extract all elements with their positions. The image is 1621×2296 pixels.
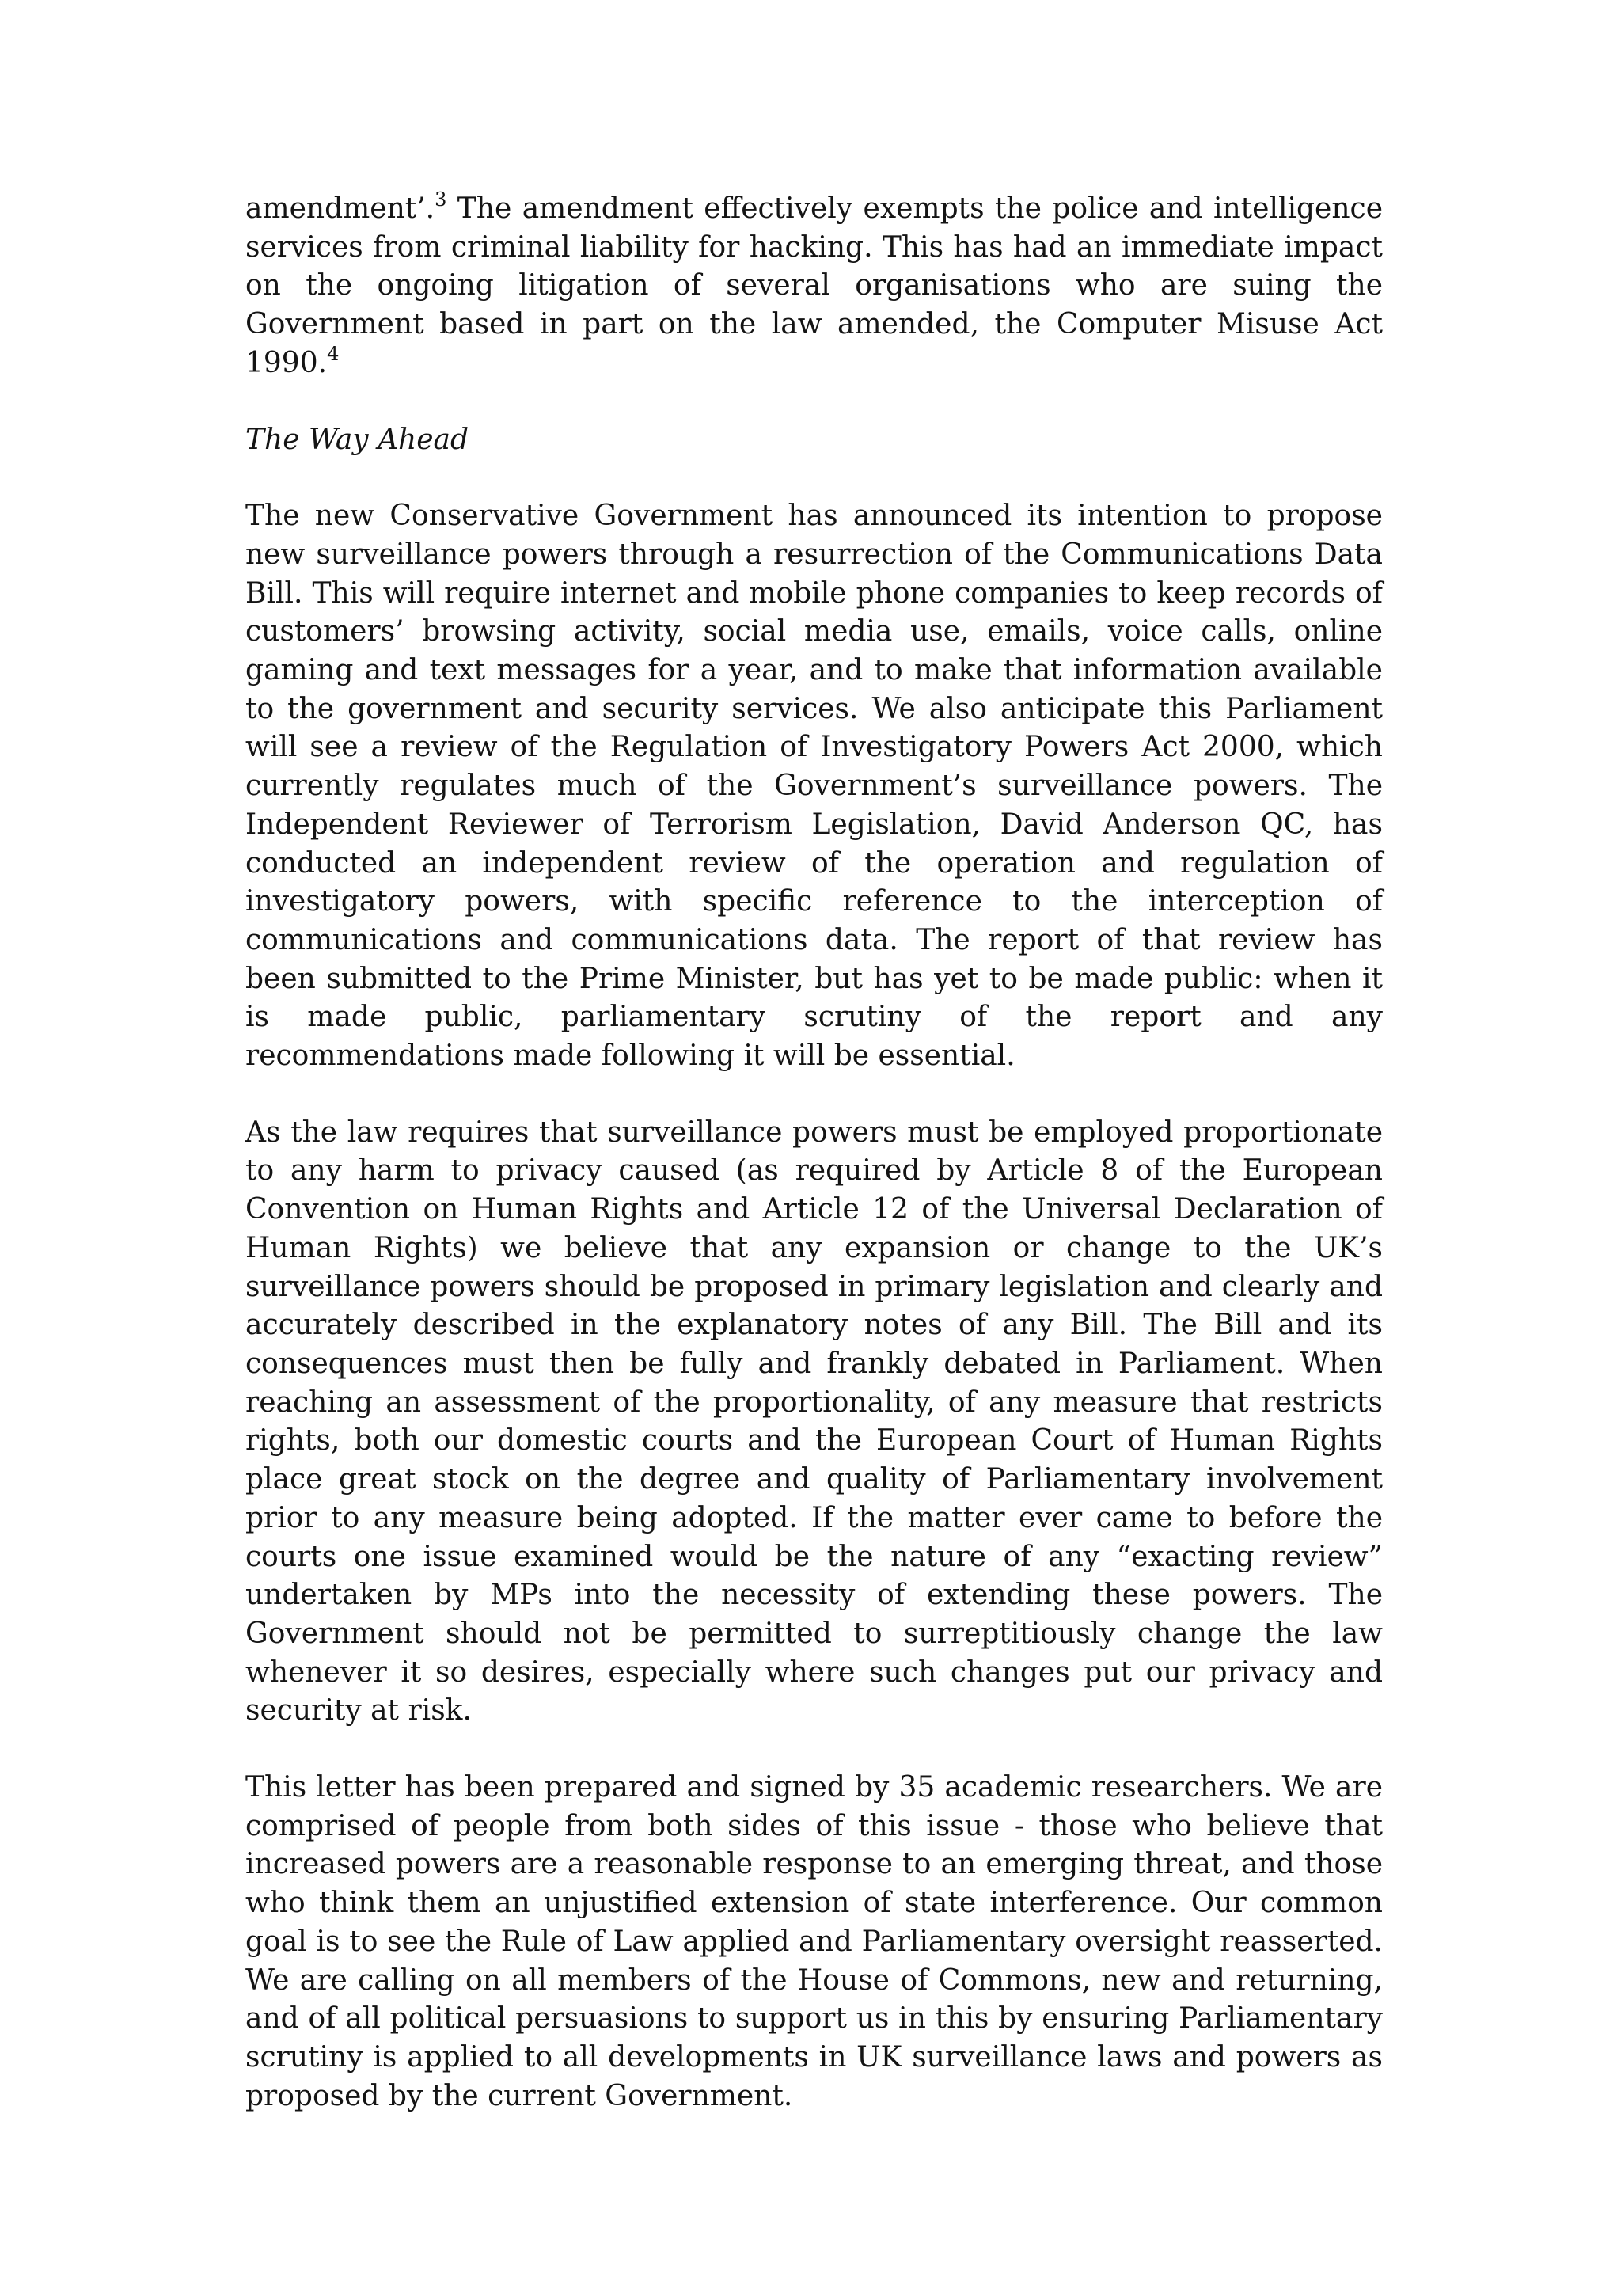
document-page: [245, 190, 1383, 2115]
paragraph-proportionality: As the law requires that surveillance powers must be employed proportionate to any harm to privacy caused (as required by Article 8 of the European Convention on Human Rights and Article 12 of the Universal Declaration of Human Rights) we believe that any expansion or change to the UK’s surveillance powers should be proposed in primary legislation and clearly and accurately described in the explanatory notes of any Bill. The Bill and its consequences must then be fully and frankly debated in Parliament. When reaching an assessment of the proportionality, of any measure that restricts rights, both our domestic courts and the European Court of Human Rights place great stock on the degree and quality of Parliamentary involvement prior to any measure being adopted. If the matter ever came to before the courts one issue examined would be the nature of any “exacting review” undertaken by MPs into the necessity of extending these powers. The Government should not be permitted to surreptitiously change the law whenever it so desires, especially where such changes put our privacy and security at risk.: [245, 1116, 1383, 1728]
paragraph-signatories: This letter has been prepared and signed by 35 academic researchers. We are comprised of people from both sides of this issue - those who believe that increased powers are a reasonable response to an emerging threat, and those who think them an unjustified extension of state interference. Our common goal is to see the Rule of Law applied and Parliamentary oversight reasserted. We are calling on all members of the House of Commons, new and returning, and of all political persuasions to support us in this by ensuring Parliamentary scrutiny is applied to all developments in UK surveillance laws and powers as proposed by the current Government.: [245, 1771, 1383, 2112]
footnote-ref[interactable]: 4: [327, 342, 340, 365]
section-heading: The Way Ahead: [245, 423, 469, 456]
paragraph-text: The amendment effectively exempts the police and intelligence services from criminal liability for hacking. This has had an immediate impact on the ongoing litigation of several organisations who are suing the Government based in part on the law amended, the Computer Misuse Act 1990.: [245, 192, 1383, 379]
paragraph-text: amendment’.: [245, 192, 435, 225]
paragraph-new-government: The new Conservative Government has announced its intention to propose new surveillance powers through a resurrection of the Communications Data Bill. This will require internet and mobile phone companies to keep records of customers’ browsing activity, social media use, emails, voice calls, online gaming and text messages for a year, and to make that information available to the government and security services. We also anticipate this Parliament will see a review of the Regulation of Investigatory Powers Act 2000, which currently regulates much of the Government’s surveillance powers. The Independent Reviewer of Terrorism Legislation, David Anderson QC, has conducted an independent review of the operation and regulation of investigatory powers, with specific reference to the interception of communications and communications data. The report of that review has been submitted to the Prime Minister, but has yet to be made public: when it is made public, parliamentary scrutiny of the report and any recommendations made following it will be essential.: [245, 500, 1383, 1073]
paragraph-amendment: [245, 190, 1383, 383]
footnote-ref[interactable]: 3: [435, 188, 447, 211]
